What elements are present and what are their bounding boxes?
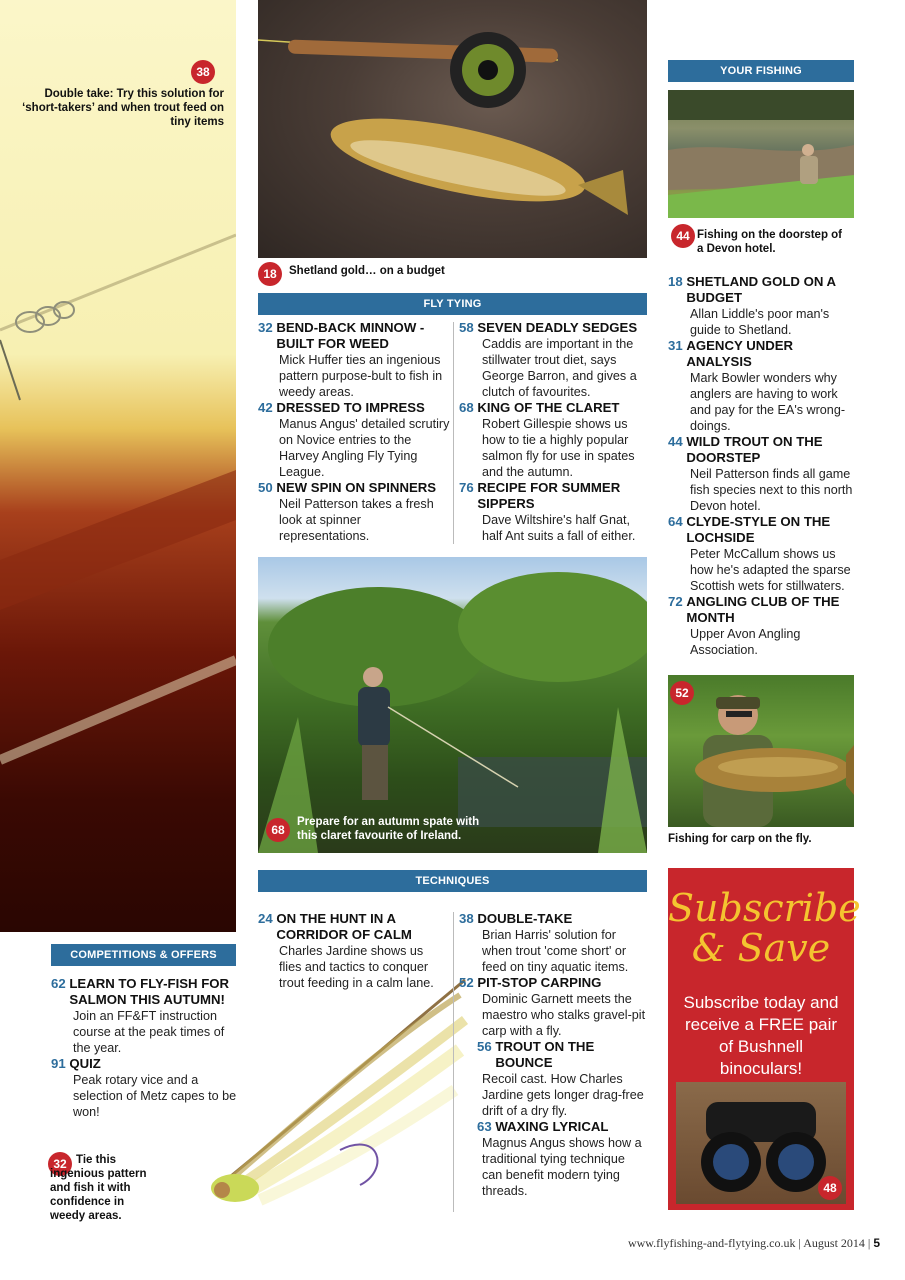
article-title: ANGLING CLUB OF THE MONTH [686, 594, 840, 625]
contents-entry[interactable] [668, 434, 854, 514]
trout-reel-photo [258, 0, 647, 258]
contents-entry[interactable] [258, 320, 452, 400]
page-badge: 52 [670, 681, 694, 705]
article-description: Mick Huffer ties an ingenious pattern purpose-bult to fish in weedy areas. [279, 353, 443, 399]
page-number: 58 [459, 320, 474, 335]
subscribe-panel[interactable] [668, 868, 861, 1210]
article-description: Dominic Garnett meets the maestro who stalks gravel-pit carp with a fly. [482, 992, 646, 1038]
article-title: SEVEN DEADLY SEDGES [477, 320, 638, 335]
article-title: QUIZ [69, 1056, 101, 1071]
article-title: LEARN TO FLY-FISH FOR SALMON THIS AUTUMN! [69, 976, 230, 1007]
contents-entry[interactable] [668, 594, 854, 658]
devon-caption: Fishing on the doorstep of a Devon hotel. [697, 229, 843, 255]
page-number: 76 [459, 480, 474, 495]
techniques-header: TECHNIQUES [258, 870, 647, 892]
article-title: DRESSED TO IMPRESS [276, 400, 425, 415]
subscribe-offer-text: Subscribe today and receive a FREE pair of Bushnell binoculars! [683, 993, 839, 1078]
page-number: 31 [668, 338, 683, 353]
article-description: Recoil cast. How Charles Jardine gets longer drag-free drift of a dry fly. [482, 1072, 644, 1118]
article-description: Brian Harris' solution for when trout 'come short' or feed on tiny aquatic items. [482, 928, 629, 974]
contents-entry[interactable] [668, 514, 854, 594]
carp-angler-photo [668, 675, 854, 827]
subscribe-heading: Subscribe [668, 886, 861, 930]
competitions-header: COMPETITIONS & OFFERS [51, 944, 236, 966]
carp-caption: Fishing for carp on the fly. [668, 833, 812, 845]
article-description: Mark Bowler wonders why anglers are having to work and pay for the EA's wrong-doings. [690, 371, 846, 433]
contents-entry[interactable] [668, 338, 854, 434]
article-title: PIT-STOP CARPING [477, 975, 602, 990]
page-badge: 38 [191, 60, 215, 84]
page-number: 50 [258, 480, 273, 495]
contents-entry[interactable] [668, 274, 854, 338]
issue-date: August 2014 [803, 1236, 865, 1250]
angler-river-photo [258, 557, 647, 853]
contents-entry[interactable] [459, 911, 647, 975]
article-title: AGENCY UNDER ANALYSIS [686, 338, 794, 369]
page-number: 62 [51, 976, 66, 991]
article-description: Neil Patterson takes a fresh look at spinner representations. [279, 497, 434, 543]
article-description: Upper Avon Angling Association. [690, 627, 801, 657]
competitions-column [51, 976, 241, 1120]
your-fishing-column [668, 274, 854, 658]
page-badge: 32 [48, 1152, 72, 1176]
article-title: SHETLAND GOLD ON A BUDGET [686, 274, 836, 305]
page-badge: 44 [671, 224, 695, 248]
article-title: NEW SPIN ON SPINNERS [276, 480, 437, 495]
your-fishing-header: YOUR FISHING [668, 60, 854, 82]
article-description: Peter McCallum shows us how he's adapted the sparse Scottish wets for stillwaters. [690, 547, 851, 593]
article-title: DOUBLE-TAKE [477, 911, 573, 926]
article-title: KING OF THE CLARET [477, 400, 620, 415]
techniques-right-column [459, 911, 647, 1199]
page-number: 32 [258, 320, 273, 335]
page-number: 68 [459, 400, 474, 415]
article-title: RECIPE FOR SUMMER SIPPERS [477, 480, 621, 511]
page-badge: 48 [818, 1176, 842, 1200]
page-number: 42 [258, 400, 273, 415]
page-number: 44 [668, 434, 683, 449]
website-link[interactable]: www.flyfishing-and-flytying.co.uk [627, 1236, 796, 1250]
contents-entry[interactable] [258, 480, 452, 544]
article-title: WILD TROUT ON THE DOORSTEP [686, 434, 823, 465]
contents-entry[interactable] [51, 976, 241, 1056]
claret-caption: Prepare for an autumn spate with this claret favourite of Ireland. [297, 816, 480, 842]
contents-entry[interactable] [459, 480, 647, 544]
column-divider [453, 322, 454, 544]
page-number: 38 [459, 911, 474, 926]
page-number: 91 [51, 1056, 66, 1071]
page-badge: 18 [258, 262, 282, 286]
page-number: 56 [477, 1039, 492, 1054]
fly-tying-header: FLY TYING [258, 293, 647, 315]
contents-entry[interactable] [459, 1119, 647, 1199]
article-description: Dave Wiltshire's half Gnat, half Ant suits a fall of either. [482, 513, 636, 543]
fly-tying-right-column [459, 320, 647, 544]
page-number: 64 [668, 514, 683, 529]
contents-entry[interactable] [459, 400, 647, 480]
article-description: Manus Angus' detailed scrutiry on Novice entries to the Harvey Angling Fly Tying League. [279, 417, 450, 479]
article-title: BEND-BACK MINNOW - BUILT FOR WEED [276, 320, 425, 351]
article-description: Charles Jardine shows us flies and tactics to conquer trout feeding in a calm lane. [279, 944, 434, 990]
article-title: WAXING LYRICAL [495, 1119, 609, 1134]
page-number-footer: 5 [873, 1236, 880, 1250]
double-take-caption: Double take: Try this solution for ‘short-takers’ and when trout feed on tiny items [22, 88, 224, 128]
contents-entry[interactable] [459, 975, 647, 1039]
article-description: Peak rotary vice and a selection of Metz capes to be won! [73, 1073, 237, 1119]
article-title: ON THE HUNT IN A CORRIDOR OF CALM [276, 911, 412, 942]
page-footer: www.flyfishing-and-flytying.co.uk | August 2014 | 5 [627, 1236, 880, 1250]
contents-entry[interactable] [51, 1056, 241, 1120]
page-number: 24 [258, 911, 273, 926]
contents-entry[interactable] [459, 1039, 647, 1119]
subscribe-subheading: & Save [691, 926, 831, 970]
column-divider [453, 912, 454, 1212]
left-fly-rod-photo [0, 0, 236, 932]
page-number: 72 [668, 594, 683, 609]
article-description: Neil Patterson finds all game fish species next to this north Devon hotel. [690, 467, 853, 513]
fly-tying-left-column [258, 320, 452, 544]
page-number: 52 [459, 975, 474, 990]
article-description: Robert Gillespie shows us how to tie a highly popular salmon fly for use in spates and the autumn. [482, 417, 635, 479]
page-number: 63 [477, 1119, 492, 1134]
article-description: Allan Liddle's poor man's guide to Shetland. [690, 307, 830, 337]
article-description: Join an FF&FT instruction course at the peak times of the year. [73, 1009, 225, 1055]
page-number: 18 [668, 274, 683, 289]
article-title: TROUT ON THE BOUNCE [495, 1039, 595, 1070]
contents-entry[interactable] [459, 320, 647, 400]
article-description: Caddis are important in the stillwater trout diet, says George Barron, and gives a clutch of favourites. [482, 337, 637, 399]
minnow-caption: Tie this ingenious pattern and fish it with confidence in weedy areas. [50, 1154, 147, 1222]
contents-entry[interactable] [258, 400, 452, 480]
article-description: Magnus Angus shows how a traditional tying technique can benefit modern tying threads. [482, 1136, 642, 1198]
devon-hotel-photo [668, 90, 854, 218]
page-badge: 68 [266, 818, 290, 842]
article-title: CLYDE-STYLE ON THE LOCHSIDE [686, 514, 831, 545]
shetland-caption: Shetland gold… on a budget [289, 265, 445, 277]
